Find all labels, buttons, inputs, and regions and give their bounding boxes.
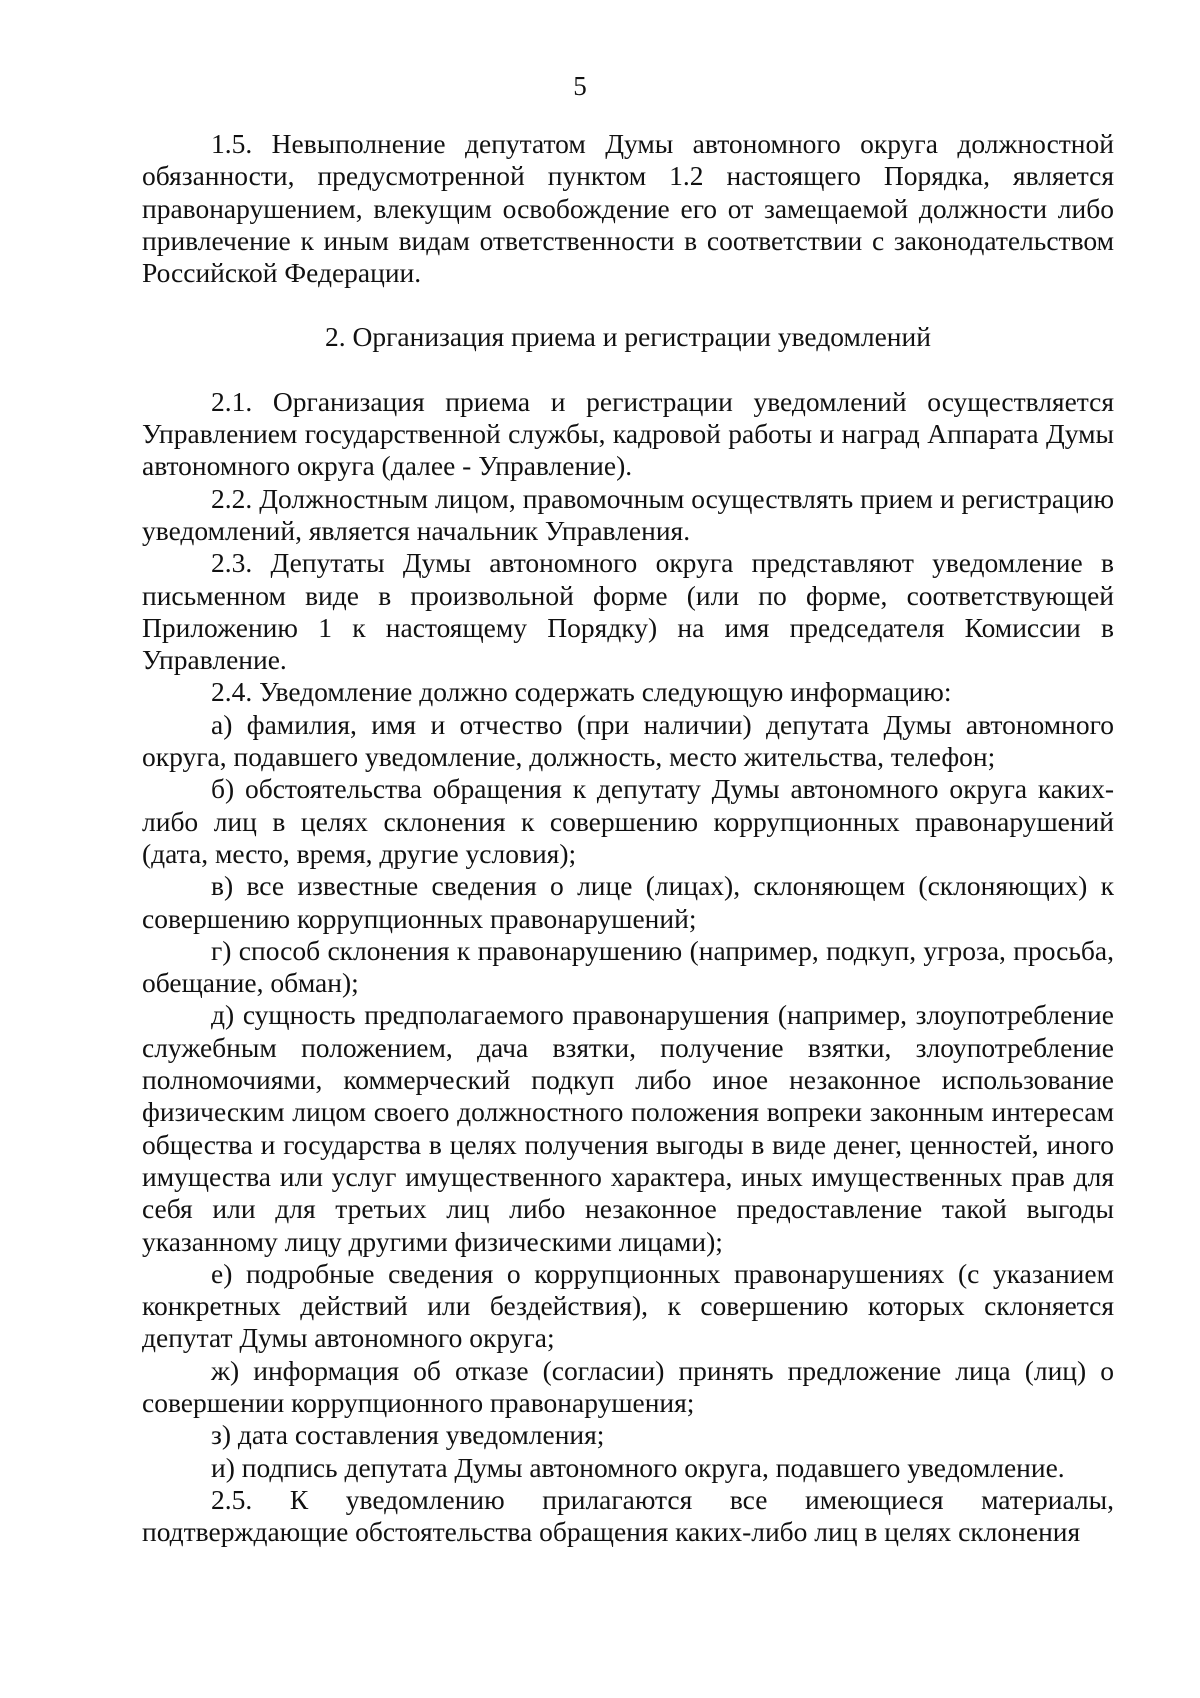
page-number: 5 bbox=[573, 71, 587, 101]
paragraph-2-4: 2.4. Уведомление должно содержать следующую информацию: bbox=[211, 676, 952, 708]
paragraph-1-5: 1.5. Невыполнение депутатом Думы автономного округа должностной обязанности, предусмотренной пунктом 1.2 настоящего Порядка, является правонарушением, влекущим освобождение его от замещаемой должности либо привлечение к иным видам ответственности в соответствии с законодательством Российской Федерации. bbox=[142, 128, 1114, 289]
list-item-z: з) дата составления уведомления; bbox=[211, 1419, 605, 1451]
paragraph-2-2: 2.2. Должностным лицом, правомочным осуществлять прием и регистрацию уведомлений, является начальник Управления. bbox=[142, 482, 1114, 546]
paragraph-2-5: 2.5. К уведомлению прилагаются все имеющиеся материалы, подтверждающие обстоятельства обращения каких-либо лиц в целях склонения bbox=[142, 1483, 1114, 1548]
list-item-e: е) подробные сведения о коррупционных правонарушениях (с указанием конкретных действий или бездействия), к совершению которых склоняется депутат Думы автономного округа; bbox=[142, 1257, 1114, 1354]
list-item-a: а) фамилия, имя и отчество (при наличии) депутата Думы автономного округа, подавшего уведомление, должность, место жительства, телефон; bbox=[142, 708, 1114, 773]
document-body bbox=[142, 128, 1114, 1548]
list-item-i: и) подпись депутата Думы автономного округа, подавшего уведомление. bbox=[211, 1451, 1065, 1483]
paragraph-2-1: 2.1. Организация приема и регистрации уведомлений осуществляется Управлением государственной службы, кадровой работы и наград Аппарата Думы автономного округа (далее - Управление). bbox=[142, 385, 1114, 482]
list-item-d: д) сущность предполагаемого правонарушения (например, злоупотребление служебным положением, дача взятки, получение взятки, злоупотребление полномочиями, коммерческий подкуп либо иное незаконное использование физическим лицом своего должностного положения вопреки законным интересам общества и государства в целях получения выгоды в виде денег, ценностей, иного имущества или услуг имущественного характера, иных имущественных прав для себя или для третьих лиц либо незаконное предоставление такой выгоды указанному лицу другими физическими лицами); bbox=[142, 999, 1114, 1257]
list-item-b: б) обстоятельства обращения к депутату Думы автономного округа каких-либо лиц в целях склонения к совершению коррупционных правонарушений (дата, место, время, другие условия); bbox=[142, 773, 1114, 869]
paragraph-2-3: 2.3. Депутаты Думы автономного округа представляют уведомление в письменном виде в произвольной форме (или по форме, соответствующей Приложению 1 к настоящему Порядку) на имя председателя Комиссии в Управление. bbox=[142, 547, 1114, 676]
list-item-zh: ж) информация об отказе (согласии) принять предложение лица (лиц) о совершении коррупционного правонарушения; bbox=[142, 1354, 1114, 1418]
section-heading-2: 2. Организация приема и регистрации уведомлений bbox=[325, 321, 931, 353]
list-item-v: в) все известные сведения о лице (лицах), склоняющем (склоняющих) к совершению коррупционных правонарушений; bbox=[142, 870, 1114, 934]
list-item-g: г) способ склонения к правонарушению (например, подкуп, угроза, просьба, обещание, обман); bbox=[142, 934, 1114, 999]
